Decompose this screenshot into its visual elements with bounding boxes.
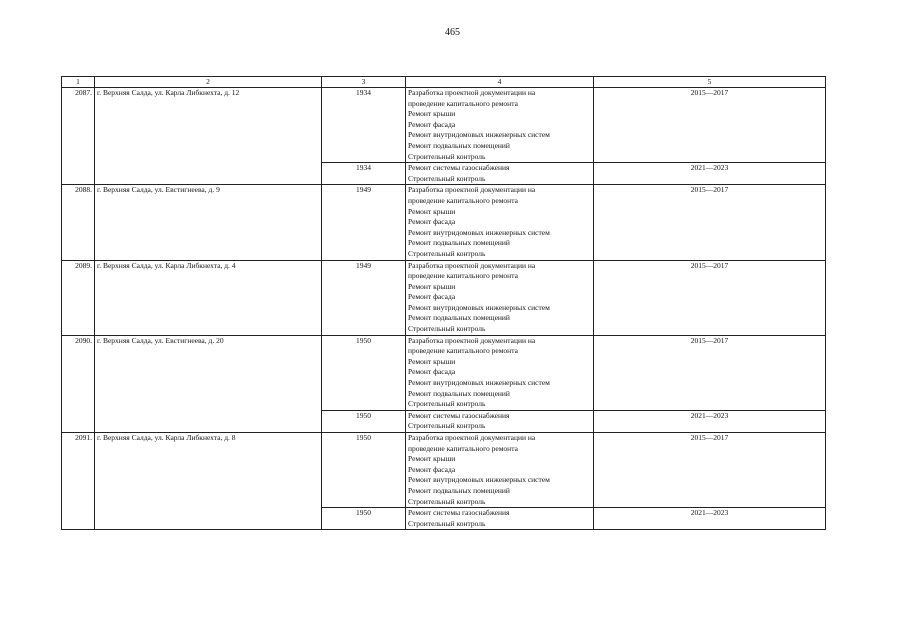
table-row — [62, 260, 826, 335]
work-type-line: Ремонт внутридомовых инженерных систем — [408, 130, 550, 140]
work-type-line: Ремонт крыши — [408, 281, 456, 291]
record-address: г. Верхняя Салда, ул. Карла Либкнехта, д. 12 — [95, 88, 322, 185]
work-type-line: Разработка проектной документации на — [408, 88, 536, 97]
work-type-line: проведение капитального ремонта — [408, 443, 518, 453]
repair-period: 2015—2017 — [594, 88, 826, 163]
work-types — [406, 335, 594, 410]
work-type-line: Ремонт крыши — [408, 206, 456, 216]
work-type-line: Строительный контроль — [408, 248, 486, 258]
work-types — [406, 260, 594, 335]
work-type-line: Строительный контроль — [408, 151, 486, 161]
work-type-line: Ремонт подвальных помещений — [408, 388, 510, 398]
work-type-line: Ремонт внутридомовых инженерных систем — [408, 378, 550, 388]
work-type-line: Ремонт системы газоснабжения — [408, 163, 510, 173]
work-type-line: Ремонт подвальных помещений — [408, 140, 510, 150]
work-type-line: Ремонт системы газоснабжения — [408, 410, 510, 420]
work-type-line: Ремонт крыши — [408, 109, 456, 119]
work-type-line: Строительный контроль — [408, 421, 486, 431]
construction-year: 1949 — [322, 185, 406, 260]
work-type-line: Ремонт подвальных помещений — [408, 485, 510, 495]
repair-period: 2021—2023 — [594, 163, 826, 185]
work-types — [406, 185, 594, 260]
work-type-line: Разработка проектной документации на — [408, 185, 536, 195]
repair-period: 2015—2017 — [594, 260, 826, 335]
work-type-line: Ремонт крыши — [408, 454, 456, 464]
repair-period: 2015—2017 — [594, 185, 826, 260]
column-header: 4 — [406, 77, 594, 88]
table-row — [62, 185, 826, 260]
work-types — [406, 88, 594, 163]
record-address: г. Верхняя Салда, ул. Карла Либкнехта, д. 4 — [95, 260, 322, 335]
construction-year: 1950 — [322, 508, 406, 530]
column-header: 1 — [62, 77, 95, 88]
work-type-line: Ремонт фасада — [408, 367, 456, 377]
construction-year: 1949 — [322, 260, 406, 335]
work-type-line: Строительный контроль — [408, 518, 486, 528]
repair-period: 2021—2023 — [594, 410, 826, 432]
construction-year: 1950 — [322, 433, 406, 508]
column-header: 3 — [322, 77, 406, 88]
work-type-line: Строительный контроль — [408, 324, 486, 334]
construction-year: 1934 — [322, 88, 406, 163]
record-address: г. Верхняя Салда, ул. Евстигнеева, д. 20 — [95, 335, 322, 432]
record-address: г. Верхняя Салда, ул. Евстигнеева, д. 9 — [95, 185, 322, 260]
work-type-line: Ремонт системы газоснабжения — [408, 508, 510, 518]
work-type-line: проведение капитального ремонта — [408, 98, 518, 108]
work-type-line: Ремонт фасада — [408, 217, 456, 227]
work-type-line: Ремонт фасада — [408, 464, 456, 474]
work-type-line: Строительный контроль — [408, 173, 486, 183]
column-header: 2 — [95, 77, 322, 88]
table-row — [62, 335, 826, 410]
record-number: 2089. — [62, 260, 95, 335]
work-type-line: Строительный контроль — [408, 496, 486, 506]
work-types — [406, 163, 594, 185]
work-type-line: Ремонт фасада — [408, 119, 456, 129]
work-types — [406, 508, 594, 530]
record-number: 2087. — [62, 88, 95, 185]
work-type-line: проведение капитального ремонта — [408, 346, 518, 356]
work-type-line: проведение капитального ремонта — [408, 271, 518, 281]
repair-schedule-table — [61, 76, 826, 530]
work-type-line: Ремонт внутридомовых инженерных систем — [408, 302, 550, 312]
work-type-line: Ремонт подвальных помещений — [408, 238, 510, 248]
record-number: 2090. — [62, 335, 95, 432]
column-header: 5 — [594, 77, 826, 88]
record-number: 2088. — [62, 185, 95, 260]
table-row — [62, 433, 826, 508]
construction-year: 1950 — [322, 410, 406, 432]
work-types — [406, 410, 594, 432]
repair-period: 2015—2017 — [594, 335, 826, 410]
table-row — [62, 88, 826, 163]
work-type-line: Ремонт крыши — [408, 356, 456, 366]
work-type-line: Разработка проектной документации на — [408, 335, 536, 345]
table-body — [62, 77, 826, 530]
column-header-row — [62, 77, 826, 88]
work-type-line: Ремонт фасада — [408, 292, 456, 302]
page-number: 465 — [445, 27, 460, 38]
work-type-line: Ремонт внутридомовых инженерных систем — [408, 227, 550, 237]
work-type-line: Разработка проектной документации на — [408, 433, 536, 442]
repair-period: 2015—2017 — [594, 433, 826, 508]
work-type-line: Ремонт подвальных помещений — [408, 313, 510, 323]
work-types — [406, 433, 594, 508]
repair-period: 2021—2023 — [594, 508, 826, 530]
construction-year: 1934 — [322, 163, 406, 185]
work-type-line: Ремонт внутридомовых инженерных систем — [408, 475, 550, 485]
work-type-line: Разработка проектной документации на — [408, 260, 536, 270]
record-number: 2091. — [62, 433, 95, 530]
work-type-line: Строительный контроль — [408, 399, 486, 409]
work-type-line: проведение капитального ремонта — [408, 195, 518, 205]
record-address: г. Верхняя Салда, ул. Карла Либкнехта, д. 8 — [95, 433, 322, 530]
construction-year: 1950 — [322, 335, 406, 410]
